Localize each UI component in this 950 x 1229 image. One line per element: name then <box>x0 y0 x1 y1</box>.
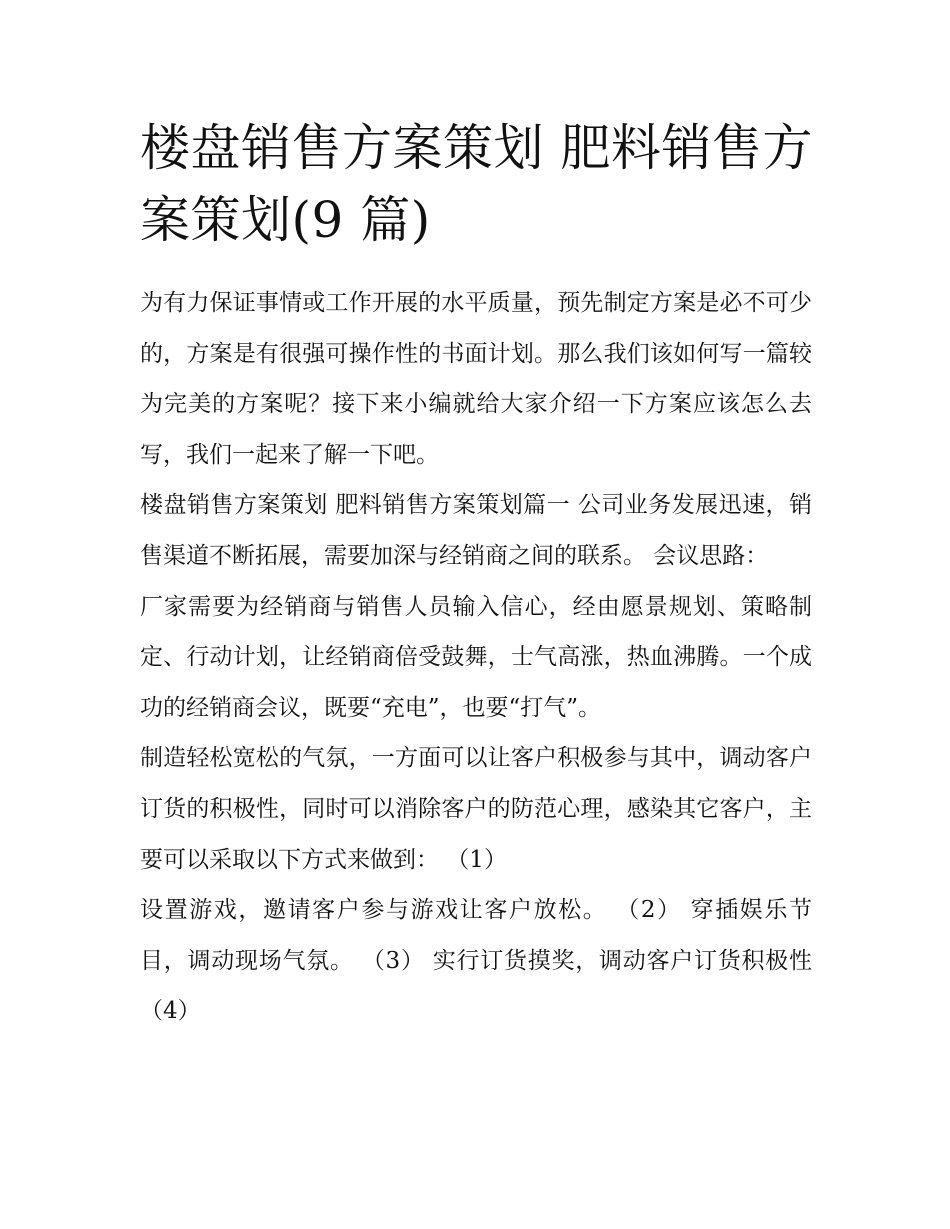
paragraph-atmosphere: 制造轻松宽松的气氛，一方面可以让客户积极参与其中，调动客户订货的积极性，同时可以消除客户的防范心理，感染其它客户，主要可以采取以下方式来做到： （1） <box>140 745 812 873</box>
paragraph-intro: 为有力保证事情或工作开展的水平质量，预先制定方案是必不可少的，方案是有很强可操作性的书面计划。那么我们该如何写一篇较为完美的方案呢？接下来小编就给大家介绍一下方案应该怎么去写，我们一起来了解一下吧。 <box>140 290 812 468</box>
paragraph-confidence: 厂家需要为经销商与销售人员输入信心，经由愿景规划、策略制定、行动计划，让经销商倍受鼓舞，士气高涨，热血沸腾。一个成功的经销商会议，既要“充电”，也要“打气”。 <box>140 593 812 721</box>
paragraph-section-one: 楼盘销售方案策划 肥料销售方案策划篇一 公司业务发展迅速，销售渠道不断拓展，需要加深与经销商之间的联系。 会议思路： <box>140 492 812 569</box>
document-body <box>140 278 812 1037</box>
document-title: 楼盘销售方案策划 肥料销售方案策划(9 篇) <box>140 119 813 249</box>
paragraph-methods: 设置游戏，邀请客户参与游戏让客户放松。 （2） 穿插娱乐节目，调动现场气氛。 （3） 实行订货摸奖，调动客户订货积极性 （4） <box>140 897 812 1025</box>
